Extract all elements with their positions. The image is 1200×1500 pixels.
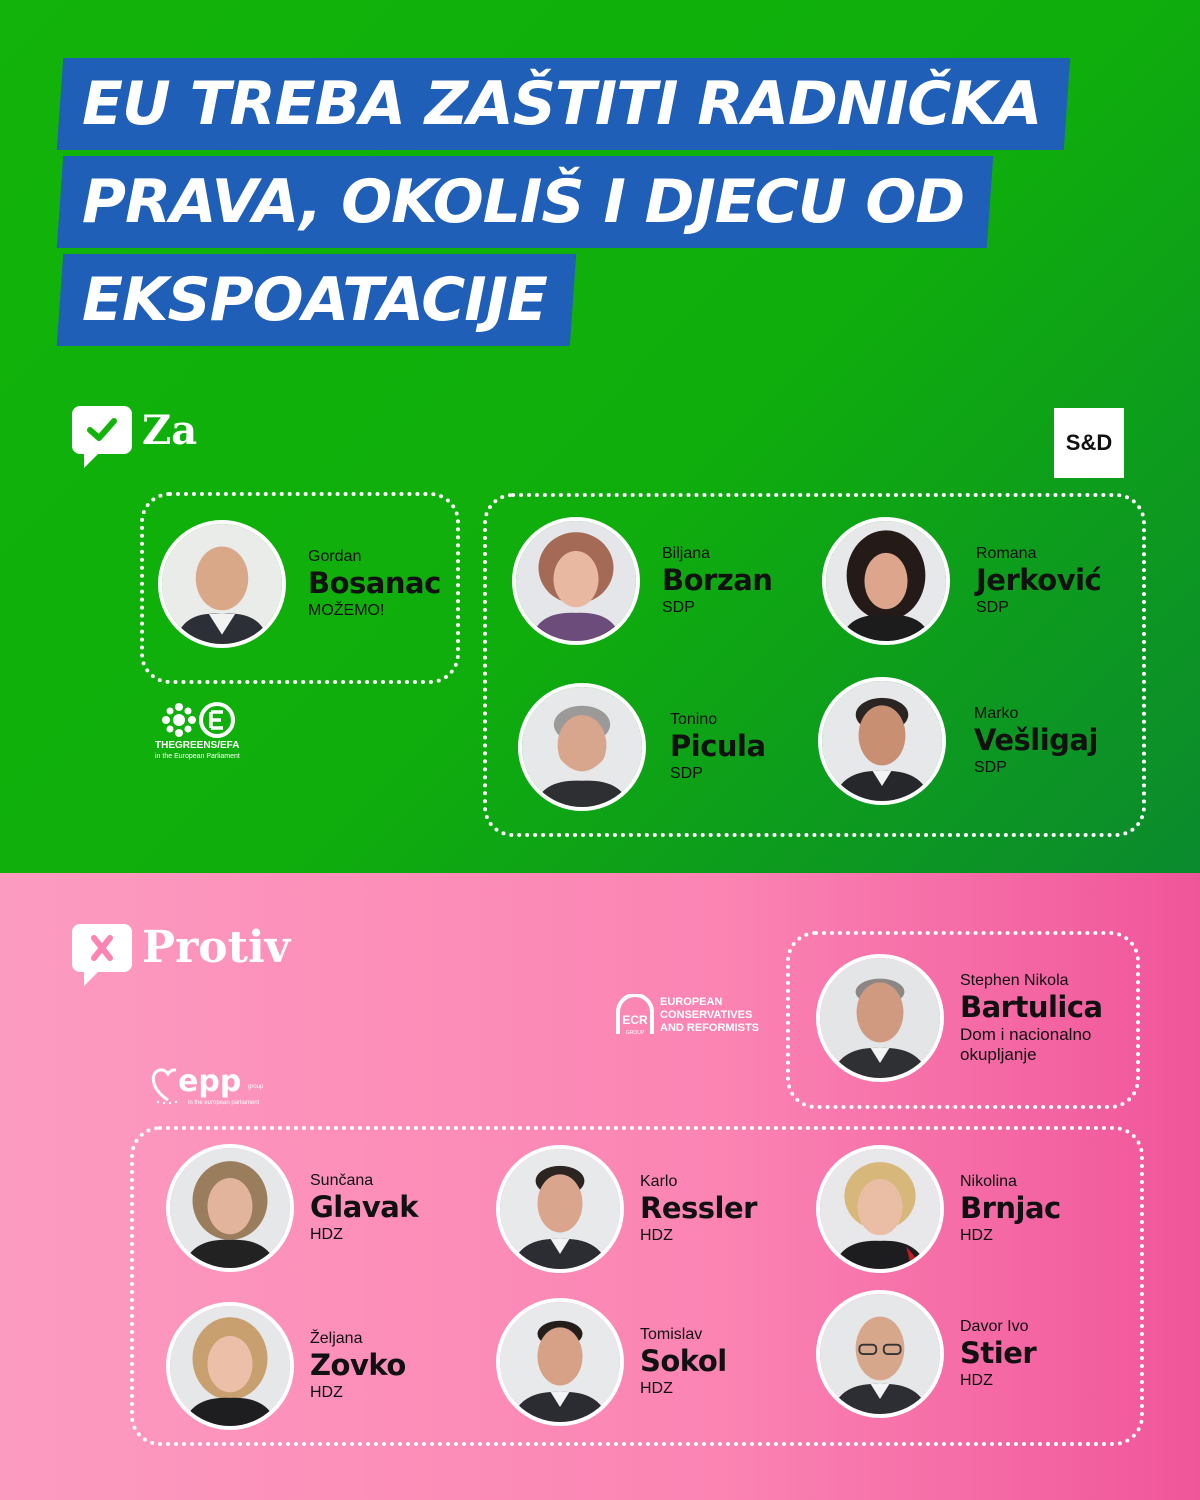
mep-photo bbox=[816, 1145, 944, 1273]
mep-first-name: Stephen Nikola bbox=[960, 972, 1069, 989]
ecr-logo bbox=[614, 994, 779, 1038]
mep-party: Dom i nacionalno okupljanje bbox=[960, 1025, 1092, 1064]
mep-photo bbox=[518, 683, 646, 811]
mep-party: HDZ bbox=[960, 1227, 993, 1244]
mep-last-name: Sokol bbox=[640, 1344, 727, 1378]
mep-info bbox=[960, 1172, 1061, 1246]
mep-info bbox=[960, 1317, 1036, 1391]
mep-party: HDZ bbox=[640, 1380, 673, 1397]
mep-party: MOŽEMO! bbox=[308, 602, 385, 619]
mep-first-name: Sunčana bbox=[310, 1172, 374, 1189]
against-label-text: Protiv bbox=[142, 922, 291, 973]
mep-card-zovko bbox=[166, 1302, 406, 1430]
mep-info bbox=[662, 544, 772, 618]
epp-logo-group: group bbox=[248, 1084, 264, 1090]
mep-card-borzan bbox=[512, 517, 772, 645]
mep-info bbox=[640, 1325, 727, 1399]
headline-line-1: EU TREBA ZAŠTITI RADNIČKA bbox=[57, 58, 1071, 150]
mep-last-name: Stier bbox=[960, 1336, 1037, 1370]
epp-logo-subtitle: in the european parliament bbox=[188, 1100, 260, 1106]
mep-photo bbox=[822, 517, 950, 645]
mep-card-stier bbox=[816, 1290, 1036, 1418]
mep-photo bbox=[166, 1302, 294, 1430]
mep-first-name: Tomislav bbox=[640, 1326, 703, 1343]
mep-party: SDP bbox=[976, 599, 1009, 616]
mep-last-name: Bosanac bbox=[308, 566, 441, 600]
mep-photo bbox=[496, 1145, 624, 1273]
mep-info bbox=[976, 544, 1101, 618]
mep-photo bbox=[166, 1144, 294, 1272]
mep-party: HDZ bbox=[960, 1372, 993, 1389]
mep-first-name: Biljana bbox=[662, 545, 711, 562]
mep-last-name: Ressler bbox=[640, 1191, 757, 1225]
x-bubble-icon bbox=[72, 924, 132, 972]
mep-first-name: Romana bbox=[976, 545, 1037, 562]
mep-first-name: Željana bbox=[310, 1330, 363, 1347]
mep-first-name: Tonino bbox=[670, 711, 718, 728]
mep-party: SDP bbox=[662, 599, 695, 616]
mep-photo bbox=[158, 520, 286, 648]
mep-info bbox=[670, 710, 766, 784]
for-label-text: Za bbox=[142, 406, 198, 454]
mep-last-name: Vešligaj bbox=[974, 723, 1098, 757]
mep-card-glavak bbox=[166, 1144, 418, 1272]
mep-party: HDZ bbox=[640, 1227, 673, 1244]
mep-photo bbox=[496, 1298, 624, 1426]
mep-party: SDP bbox=[974, 759, 1007, 776]
mep-last-name: Zovko bbox=[310, 1348, 406, 1382]
mep-photo bbox=[818, 677, 946, 805]
ecr-badge-subtitle: GROUP bbox=[625, 1030, 645, 1036]
mep-party: HDZ bbox=[310, 1384, 343, 1401]
mep-photo bbox=[816, 954, 944, 1082]
mep-info bbox=[974, 704, 1098, 778]
mep-card-bartulica bbox=[816, 954, 1130, 1082]
against-label bbox=[72, 922, 290, 973]
mep-party: SDP bbox=[670, 765, 703, 782]
mep-info bbox=[640, 1172, 757, 1246]
mep-last-name: Jerković bbox=[976, 563, 1102, 597]
mep-first-name: Gordan bbox=[308, 548, 362, 565]
mep-info bbox=[310, 1171, 418, 1245]
mep-first-name: Davor Ivo bbox=[960, 1318, 1029, 1335]
ecr-logo-text: EUROPEAN CONSERVATIVES AND REFORMISTS bbox=[660, 996, 759, 1034]
mep-card-picula bbox=[518, 683, 766, 811]
mep-photo bbox=[816, 1290, 944, 1418]
mep-last-name: Picula bbox=[670, 729, 766, 763]
headline-line-3: EKSPOATACIJE bbox=[57, 254, 576, 346]
mep-card-vesligaj bbox=[818, 677, 1098, 805]
mep-card-ressler bbox=[496, 1145, 757, 1273]
mep-photo bbox=[512, 517, 640, 645]
greens-logo-title: THEGREENS/EFA bbox=[155, 740, 240, 751]
greens-efa-logo bbox=[155, 700, 255, 764]
mep-last-name: Brnjac bbox=[960, 1191, 1061, 1225]
mep-card-jerkovic bbox=[822, 517, 1101, 645]
mep-card-bosanac bbox=[158, 520, 441, 648]
mep-party: HDZ bbox=[310, 1226, 343, 1243]
mep-card-brnjac bbox=[816, 1145, 1061, 1273]
sd-logo: S&D bbox=[1054, 408, 1124, 478]
epp-logo-word: epp bbox=[178, 1064, 242, 1099]
check-bubble-icon bbox=[72, 406, 132, 454]
epp-logo bbox=[148, 1062, 266, 1112]
mep-card-sokol bbox=[496, 1298, 727, 1426]
mep-last-name: Borzan bbox=[662, 563, 773, 597]
headline-line-2: PRAVA, OKOLIŠ I DJECU OD bbox=[57, 156, 994, 248]
mep-first-name: Marko bbox=[974, 705, 1019, 722]
greens-logo-subtitle: in the European Parliament bbox=[155, 753, 240, 760]
mep-info bbox=[960, 971, 1130, 1065]
mep-first-name: Karlo bbox=[640, 1173, 678, 1190]
mep-last-name: Bartulica bbox=[960, 990, 1103, 1024]
mep-info bbox=[308, 547, 441, 621]
mep-last-name: Glavak bbox=[310, 1190, 419, 1224]
mep-first-name: Nikolina bbox=[960, 1173, 1017, 1190]
for-label bbox=[72, 406, 197, 454]
ecr-badge-text: ECR bbox=[622, 1013, 648, 1027]
mep-info bbox=[310, 1329, 406, 1403]
